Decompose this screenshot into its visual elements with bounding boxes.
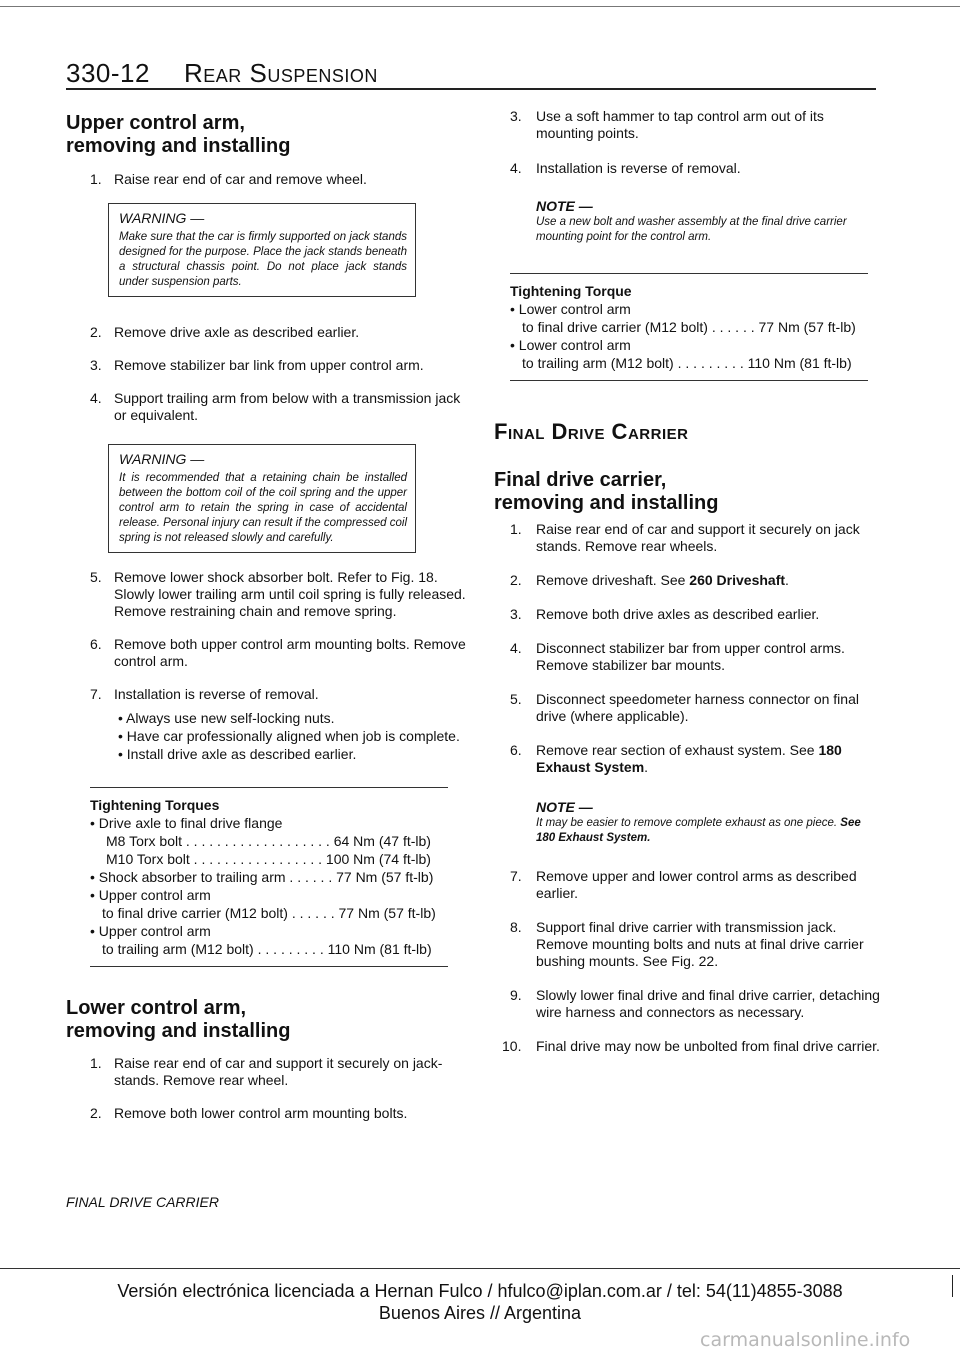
- torque-line: • Lower control arm: [510, 301, 631, 317]
- upper-step-5: 5. Remove lower shock absorber bolt. Refer to Fig. 18. Slowly lower trailing arm until coil spring is fully released. Remove restraining chain and remove spring.: [90, 569, 466, 619]
- license-banner: [0, 1268, 960, 1328]
- fd-step-6: 6. Remove rear section of exhaust system. See 180 Exhaust System.: [510, 742, 842, 775]
- page-top-rule: [0, 6, 960, 7]
- note-text: Use a new bolt and washer assembly at the final drive carrier mounting point for the control arm.: [536, 216, 847, 243]
- torque-line: • Upper control arm: [90, 887, 211, 903]
- note-title: NOTE —: [536, 198, 593, 214]
- lower-step-2: 2. Remove both lower control arm mounting bolts.: [90, 1105, 408, 1121]
- footer-section-label: FINAL DRIVE CARRIER: [66, 1194, 219, 1210]
- lower-arm-title: Lower control arm, removing and installing: [66, 997, 291, 1042]
- fd-step-2: 2. Remove driveshaft. See 260 Driveshaft.: [510, 572, 789, 588]
- torque-line: to final drive carrier (M12 bolt) . . . . . . 77 Nm (57 ft-lb): [522, 319, 856, 335]
- fd-step-1: 1. Raise rear end of car and support it securely on jack stands. Remove rear wheels.: [510, 521, 860, 554]
- upper-arm-title: Upper control arm, removing and installing: [66, 112, 291, 157]
- warning-text: It is recommended that a retaining chain be installed between the bottom coil of the coil spring and the upper control arm to retain the spring in case of accidental release. Personal injury can result if the compressed coil spring is not released slowly and carefully.: [119, 472, 407, 544]
- torque-title: Tightening Torque: [510, 283, 632, 299]
- torque-title: Tightening Torques: [90, 797, 220, 813]
- upper-step-3b: 3. Use a soft hammer to tap control arm out of its mounting points.: [510, 108, 824, 141]
- fd-step-7: 7. Remove upper and lower control arms as described earlier.: [510, 868, 857, 901]
- upper-step-1: 1. Raise rear end of car and remove wheel.: [90, 171, 367, 187]
- list-item: • Have car professionally aligned when job is complete.: [118, 728, 460, 744]
- right-column: [480, 108, 885, 1055]
- fd-step-10: 10. Final drive may now be unbolted from final drive carrier.: [502, 1038, 880, 1054]
- warning-box-1: [108, 203, 416, 297]
- list-item: • Always use new self-locking nuts.: [118, 710, 335, 726]
- note-title: NOTE —: [536, 799, 593, 815]
- upper-step-7: 7. Installation is reverse of removal.: [90, 686, 319, 702]
- fd-step-3: 3. Remove both drive axles as described earlier.: [510, 606, 820, 622]
- license-bar: [952, 1275, 953, 1297]
- torque-line: • Shock absorber to trailing arm . . . . . . 77 Nm (57 ft-lb): [90, 869, 434, 885]
- left-column: [66, 112, 466, 1122]
- torque-line: to final drive carrier (M12 bolt) . . . . . . 77 Nm (57 ft-lb): [102, 905, 436, 921]
- upper-step-2: 2. Remove drive axle as described earlier.: [90, 324, 360, 340]
- fd-step-4: 4. Disconnect stabilizer bar from upper control arms. Remove stabilizer bar mounts.: [510, 640, 845, 673]
- page-number: 330-12: [66, 58, 150, 88]
- warning-title: WARNING —: [119, 451, 205, 467]
- note-block-1: [536, 197, 876, 245]
- license-line-2: Buenos Aires // Argentina: [378, 1303, 582, 1323]
- torque-line: M8 Torx bolt . . . . . . . . . . . . . . . . . . . 64 Nm (47 ft-lb): [106, 833, 431, 849]
- upper-step-4b: 4. Installation is reverse of removal.: [510, 160, 741, 176]
- warning-text: Make sure that the car is firmly supported on jack stands designed for the purpose. Place the jack stands beneath a structural chassis point. Do not place jack stands under suspension parts.: [119, 231, 407, 288]
- torque-line: • Lower control arm: [510, 337, 631, 353]
- fd-step-5: 5. Disconnect speedometer harness connector on final drive (where applicable).: [510, 691, 859, 724]
- final-drive-heading: Final Drive Carrier: [494, 419, 689, 444]
- fd-step-9: 9. Slowly lower final drive and final drive carrier, detaching wire harness and connectors as necessary.: [510, 987, 880, 1020]
- list-item: • Install drive axle as described earlier.: [118, 746, 357, 762]
- torque-line: M10 Torx bolt . . . . . . . . . . . . . . . . . 100 Nm (74 ft-lb): [106, 851, 431, 867]
- note-block-2: [536, 798, 876, 846]
- torque-line: • Drive axle to final drive flange: [90, 815, 283, 831]
- warning-box-2: [108, 444, 416, 553]
- upper-step-3: 3. Remove stabilizer bar link from upper control arm.: [90, 357, 424, 373]
- upper-step-4: 4. Support trailing arm from below with a transmission jack or equivalent.: [90, 390, 461, 423]
- torque-table-left: [90, 787, 448, 967]
- torque-line: to trailing arm (M12 bolt) . . . . . . . . . 110 Nm (81 ft-lb): [522, 355, 852, 371]
- note-text: It may be easier to remove complete exhaust as one piece. See 180 Exhaust System.: [536, 817, 861, 844]
- license-line-1: Versión electrónica licenciada a Hernan Fulco / hfulco@iplan.com.ar / tel: 54(11)4855-3088: [117, 1281, 843, 1301]
- install-bullets: [66, 709, 466, 763]
- final-drive-title: Final drive carrier, removing and installing: [494, 469, 719, 514]
- section-title: Rear Suspension: [184, 58, 378, 88]
- torque-line: • Upper control arm: [90, 923, 211, 939]
- warning-title: WARNING —: [119, 210, 205, 226]
- fd-step-8: 8. Support final drive carrier with transmission jack. Remove mounting bolts and nuts at final drive carrier bushing mounts. See Fig. 22.: [510, 919, 864, 969]
- lower-step-1: 1. Raise rear end of car and support it securely on jack-stands. Remove rear wheel.: [90, 1055, 443, 1088]
- page-header: [66, 58, 876, 90]
- upper-step-6: 6. Remove both upper control arm mounting bolts. Remove control arm.: [90, 636, 466, 669]
- torque-table-right: [510, 273, 868, 381]
- torque-line: to trailing arm (M12 bolt) . . . . . . . . . 110 Nm (81 ft-lb): [102, 941, 432, 957]
- watermark[interactable]: carmanualsonline.info: [700, 1329, 911, 1351]
